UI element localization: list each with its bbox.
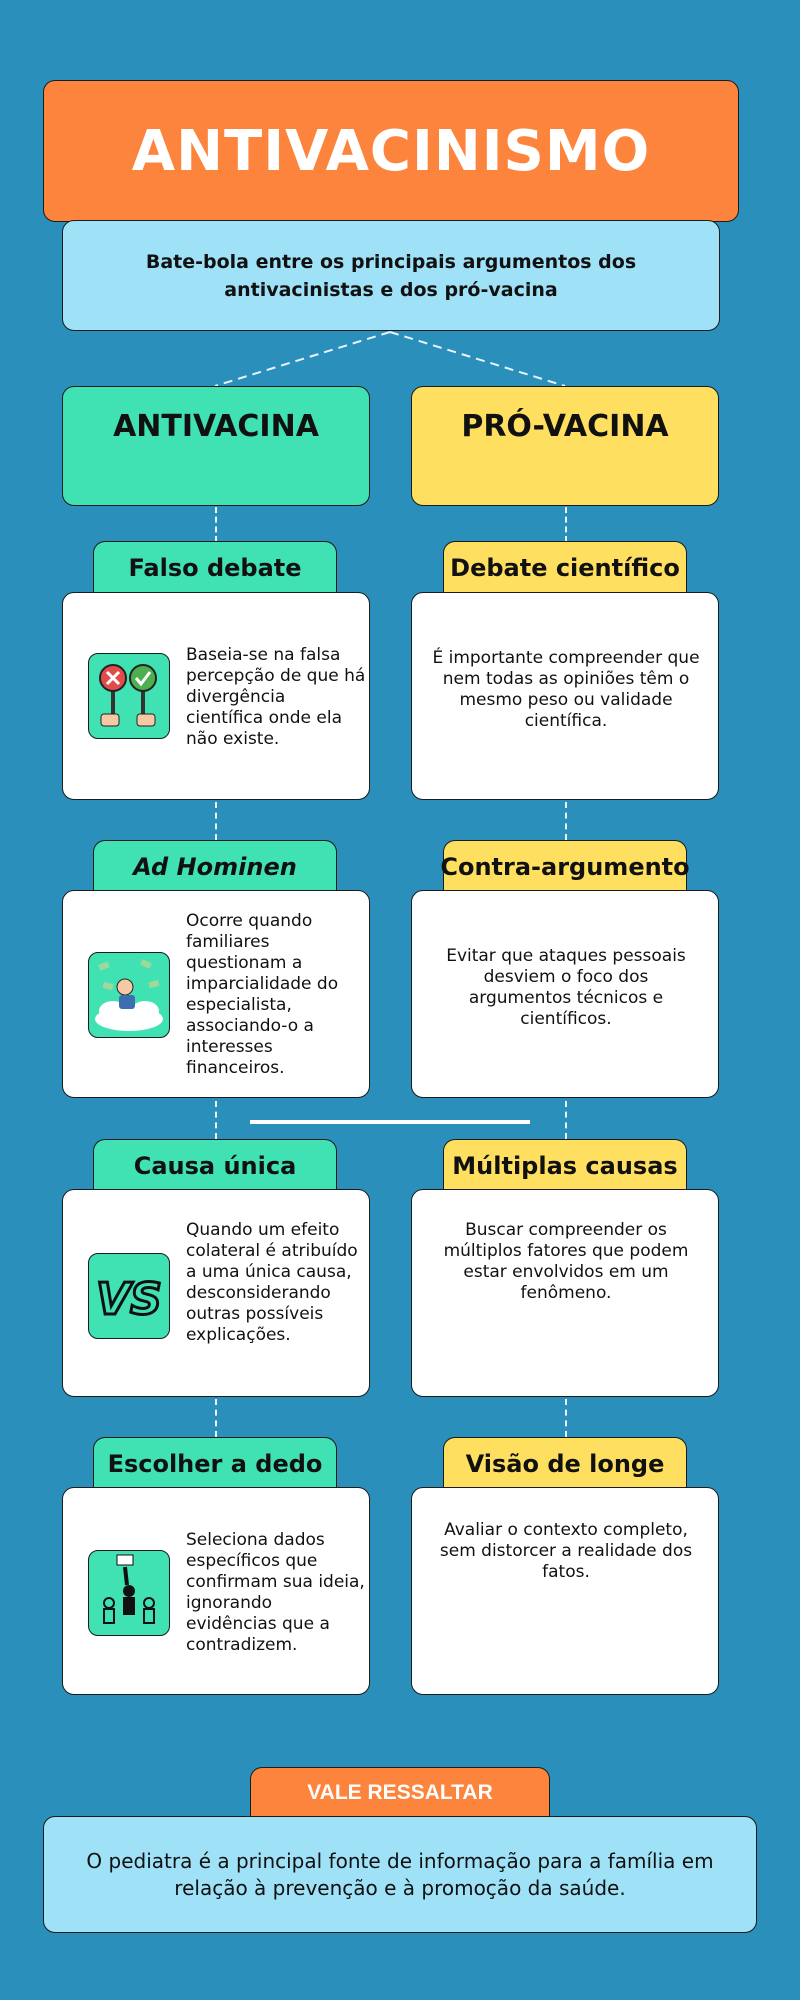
vs-icon: [88, 1253, 170, 1339]
svg-text:VS: VS: [96, 1274, 162, 1325]
connector-line: [565, 802, 567, 840]
pro-text-1: É importante compreender que nem todas as opiniões têm o mesmo peso ou validade científica.: [432, 648, 700, 731]
pro-title-1: Debate científico: [450, 553, 680, 582]
anti-card-4: [62, 1487, 370, 1695]
anti-tab-1: [93, 541, 337, 593]
pro-title-2: Contra-argumento: [440, 852, 690, 881]
pro-text-3: Buscar compreender os múltiplos fatores que podem estar envolvidos em um fenômeno.: [443, 1220, 689, 1303]
antivacina-label: ANTIVACINA: [113, 409, 319, 444]
connector-line: [565, 1101, 567, 1139]
antivacina-header: [62, 386, 370, 506]
cherry-pick-icon: [88, 1550, 170, 1636]
anti-card-3: [62, 1189, 370, 1397]
connector-line: [215, 1101, 217, 1139]
pro-text-4: Avaliar o contexto completo, sem distorcer a realidade dos fatos.: [439, 1520, 693, 1582]
pro-vacina-label: PRÓ-VACINA: [461, 409, 669, 444]
pro-card-4: [411, 1487, 719, 1695]
anti-text-3: Quando um efeito colateral é atribuído a uma única causa, desconsiderando outras possíveis explicações.: [186, 1220, 358, 1345]
pro-title-4: Visão de longe: [465, 1449, 665, 1478]
pro-card-1: [411, 592, 719, 800]
anti-tab-2: [93, 840, 337, 892]
highlight-text: O pediatra é a principal fonte de informação para a família em relação à prevenção e à promoção da saúde.: [86, 1848, 714, 1900]
pro-tab-2: [440, 840, 690, 892]
connector-line: [565, 507, 567, 542]
pro-vacina-header: [411, 386, 719, 506]
highlight-label: VALE RESSALTAR: [307, 1780, 493, 1804]
connector-line: [215, 802, 217, 840]
anti-text-4: Seleciona dados específicos que confirmam sua ideia, ignorando evidências que a contradizem.: [186, 1530, 365, 1655]
anti-title-2: Ad Hominen: [133, 852, 297, 881]
pro-tab-4: [443, 1437, 687, 1489]
anti-tab-3: [93, 1139, 337, 1191]
title-banner: [43, 80, 739, 222]
page-title: ANTIVACINISMO: [131, 118, 651, 184]
section-divider: [250, 1120, 530, 1124]
page-subtitle: Bate-bola entre os principais argumentos dos antivacinistas e dos pró-vacina: [145, 250, 637, 301]
highlight-tab: [250, 1767, 550, 1817]
connector-line: [215, 1399, 217, 1437]
subtitle-box: [62, 220, 720, 331]
pro-text-2: Evitar que ataques pessoais desviem o foco dos argumentos técnicos e científicos.: [446, 946, 686, 1029]
anti-card-2: [62, 890, 370, 1098]
money-rain-icon: [88, 952, 170, 1038]
anti-title-3: Causa única: [133, 1151, 297, 1180]
highlight-box: [43, 1816, 757, 1933]
pro-tab-3: [443, 1139, 687, 1191]
connector-line: [565, 1399, 567, 1437]
connector-line: [215, 507, 217, 542]
pro-title-3: Múltiplas causas: [452, 1151, 678, 1180]
pro-card-2: [411, 890, 719, 1098]
split-connector: [0, 330, 800, 390]
anti-text-2: Ocorre quando familiares questionam a imparcialidade do especialista, associando-o a interesses financeiros.: [186, 911, 339, 1078]
anti-title-4: Escolher a dedo: [107, 1449, 323, 1478]
anti-title-1: Falso debate: [128, 553, 302, 582]
anti-tab-4: [93, 1437, 337, 1489]
anti-text-1: Baseia-se na falsa percepção de que há divergência científica onde ela não existe.: [186, 645, 366, 749]
pro-card-3: [411, 1189, 719, 1397]
pro-tab-1: [443, 541, 687, 593]
signs-icon: [88, 653, 170, 739]
anti-card-1: [62, 592, 370, 800]
